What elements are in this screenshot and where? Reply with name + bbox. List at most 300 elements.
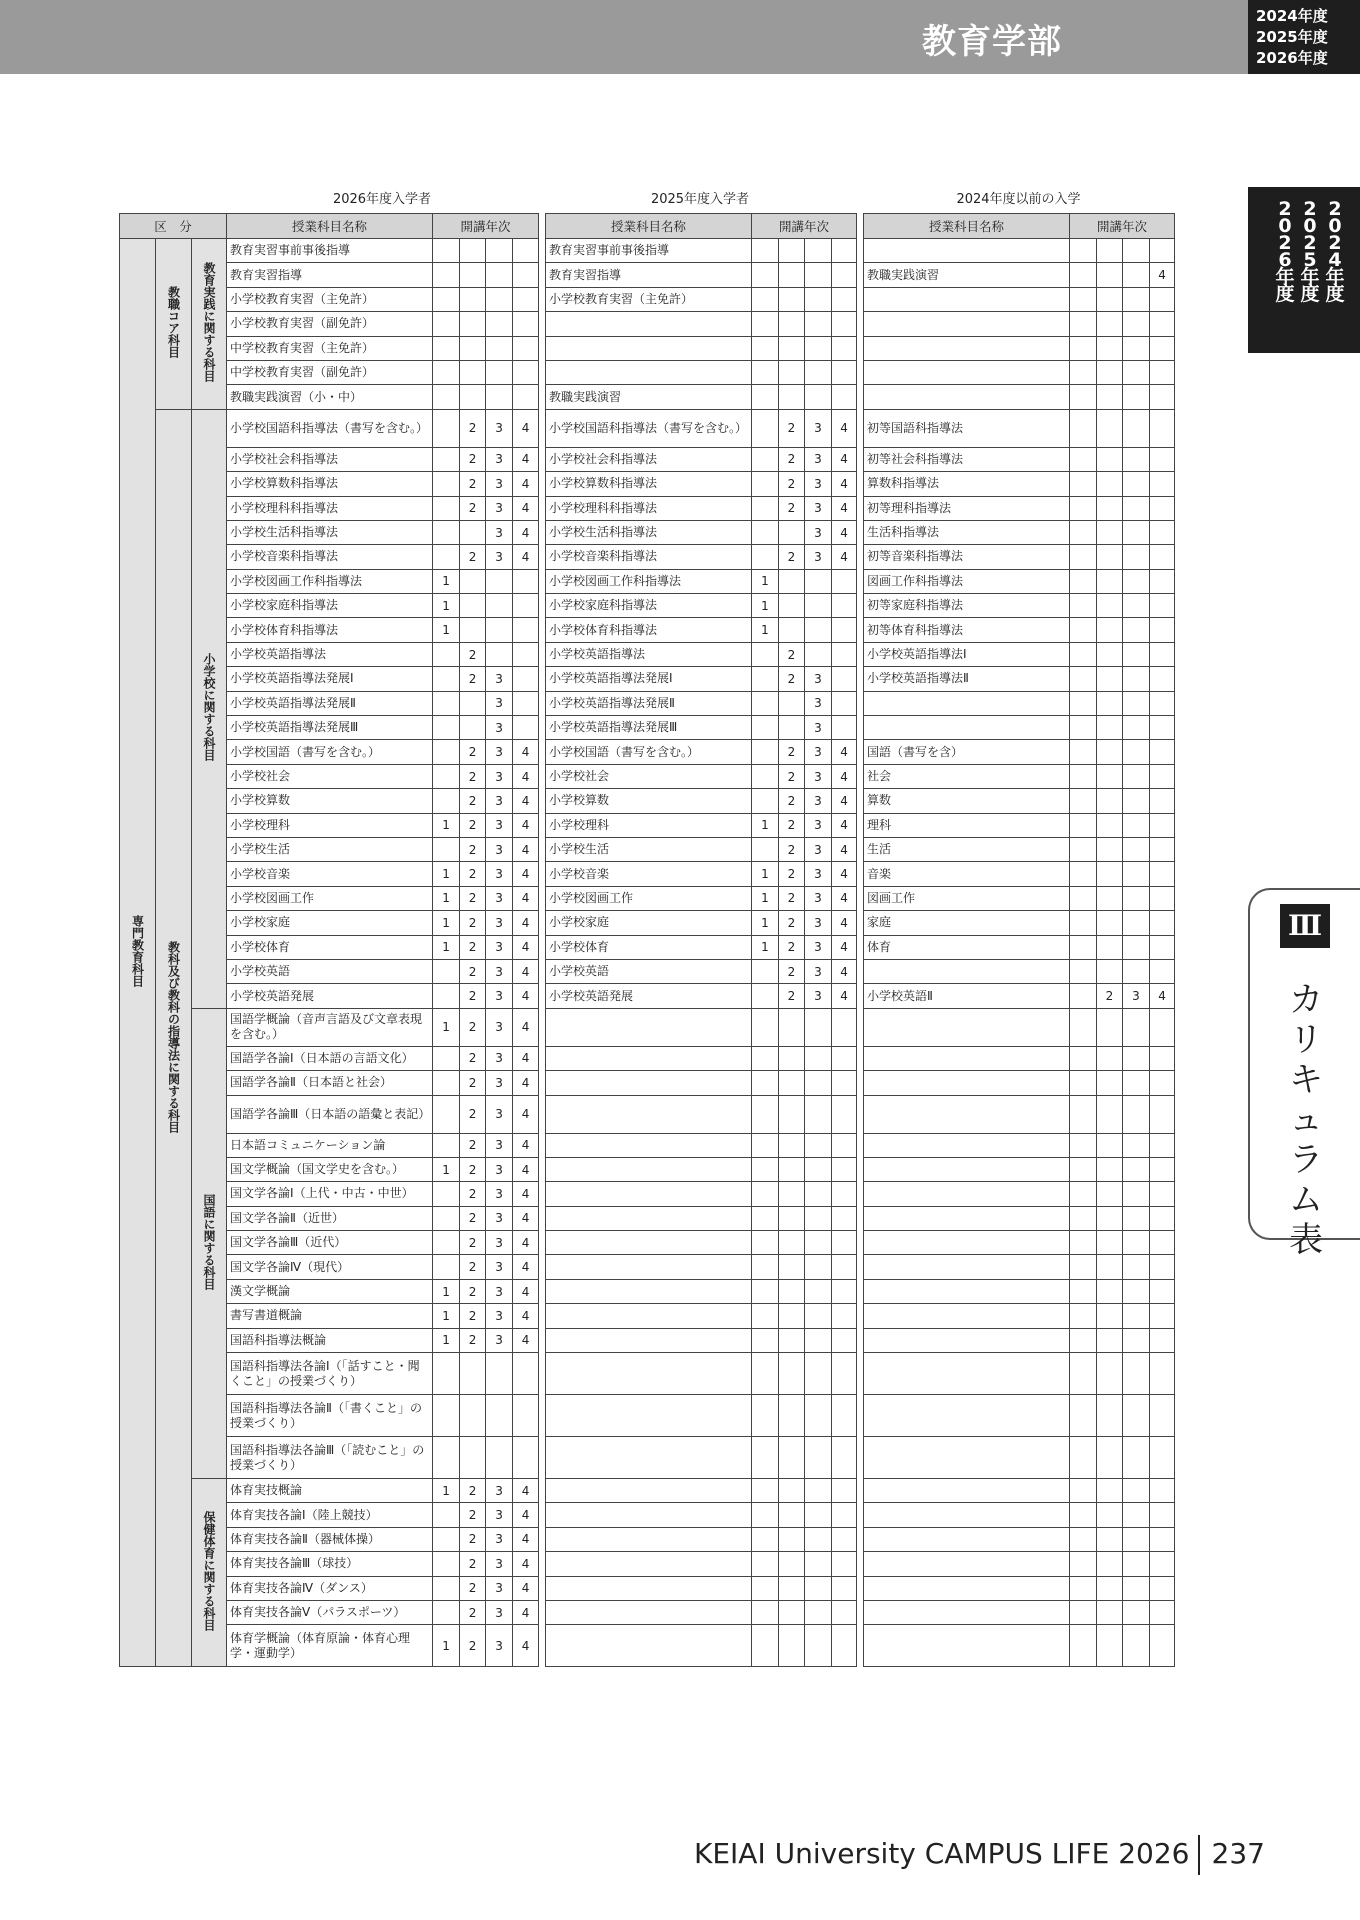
year-4: [513, 618, 539, 642]
course-name: 国文学各論Ⅰ（上代・中古・中世）: [227, 1182, 433, 1206]
table-row: [546, 1353, 857, 1395]
course-name: 初等理科指導法: [864, 496, 1070, 520]
course-name: 教育実習指導: [227, 263, 433, 287]
year-1: [1070, 1479, 1097, 1503]
year-2: 2: [460, 1625, 486, 1667]
course-name: 体育実技概論: [227, 1479, 433, 1503]
course-name: [546, 1279, 752, 1303]
year-1: 1: [433, 1157, 460, 1181]
year-4: [513, 1437, 539, 1479]
course-name: [546, 1625, 752, 1667]
course-name: [864, 336, 1070, 360]
course-name: 小学校英語発展: [546, 984, 752, 1008]
year-2: [779, 1206, 805, 1230]
year-4: 4: [832, 472, 857, 496]
year-label: 2025年度: [1256, 28, 1328, 46]
year-4: [1150, 239, 1175, 263]
table-row: [864, 1353, 1175, 1395]
year-2: [1097, 336, 1123, 360]
year-3: [805, 263, 832, 287]
group-kyoiku-jissen: [192, 239, 227, 410]
course-name: 小学校英語指導法発展Ⅲ: [546, 716, 752, 740]
year-3: [1123, 472, 1150, 496]
course-name: 小学校音楽: [546, 862, 752, 886]
course-name: [864, 1552, 1070, 1576]
year-3: [486, 239, 513, 263]
course-name: [546, 360, 752, 384]
year-2: 2: [460, 1576, 486, 1600]
year-2: 2: [460, 740, 486, 764]
year-4: 4: [513, 1095, 539, 1133]
course-name: [546, 1503, 752, 1527]
year-4: 4: [1150, 984, 1175, 1008]
course-name: [546, 312, 752, 336]
course-name: [864, 1206, 1070, 1230]
year-1: [433, 263, 460, 287]
year-1: 1: [752, 569, 779, 593]
year-4: [1150, 1328, 1175, 1352]
year-3: 3: [486, 886, 513, 910]
year-3: [805, 1071, 832, 1095]
course-name: [864, 312, 1070, 336]
year-4: 4: [513, 1552, 539, 1576]
year-4: 4: [513, 1479, 539, 1503]
table-row: [546, 520, 857, 544]
course-name: [864, 1071, 1070, 1095]
course-name: [546, 1133, 752, 1157]
table-row: [864, 1046, 1175, 1070]
year-3: [1123, 813, 1150, 837]
year-3: 3: [805, 764, 832, 788]
year-2: [1097, 1071, 1123, 1095]
table-row: [864, 1008, 1175, 1046]
year-1: 1: [433, 594, 460, 618]
year-3: 3: [486, 959, 513, 983]
year-4: [832, 1625, 857, 1667]
course-name: 国語科指導法概論: [227, 1328, 433, 1352]
year-2: [460, 1437, 486, 1479]
year-2: 2: [779, 886, 805, 910]
course-name: 小学校国語科指導法（書写を含む。）: [546, 409, 752, 447]
year-1: [433, 764, 460, 788]
course-name: 小学校教育実習（主免許）: [227, 287, 433, 311]
year-1: [1070, 886, 1097, 910]
year-1: [433, 287, 460, 311]
chapter-title: カ リ キ ュ ラ ム 表: [1289, 980, 1323, 1260]
year-2: [779, 1479, 805, 1503]
year-side-label: 2 0 2 6 年 度: [1275, 198, 1295, 305]
year-3: [1123, 447, 1150, 471]
year-4: [1150, 935, 1175, 959]
table-row: [864, 862, 1175, 886]
year-4: [1150, 1527, 1175, 1551]
course-name: [546, 336, 752, 360]
year-4: [513, 1353, 539, 1395]
year-1: [752, 360, 779, 384]
year-1: [433, 984, 460, 1008]
year-2: [1097, 1133, 1123, 1157]
year-2: 2: [460, 959, 486, 983]
year-3: [486, 287, 513, 311]
year-4: [832, 716, 857, 740]
course-name: 算数科指導法: [864, 472, 1070, 496]
course-name: 小学校国語（書写を含む。）: [546, 740, 752, 764]
table-row: [546, 1576, 857, 1600]
year-2: [779, 1600, 805, 1624]
year-4: [1150, 716, 1175, 740]
year-4: [513, 667, 539, 691]
year-2: [1097, 447, 1123, 471]
table-row: [864, 1133, 1175, 1157]
table-row: [546, 667, 857, 691]
table-row: [546, 1304, 857, 1328]
course-name-header: 授業科目名称: [864, 214, 1070, 239]
year-1: [1070, 496, 1097, 520]
year-2: [1097, 1182, 1123, 1206]
table-row: [864, 1503, 1175, 1527]
year-1: [1070, 1437, 1097, 1479]
course-name: 日本語コミュニケーション論: [227, 1133, 433, 1157]
year-2: [1097, 520, 1123, 544]
table-row: [546, 911, 857, 935]
year-3: [805, 1503, 832, 1527]
year-2: 2: [460, 1231, 486, 1255]
year-4: 4: [513, 837, 539, 861]
year-1: 1: [433, 1304, 460, 1328]
course-name: [864, 1437, 1070, 1479]
year-2: [460, 716, 486, 740]
year-4: [1150, 312, 1175, 336]
year-2: 2: [460, 1157, 486, 1181]
year-3: [1123, 1133, 1150, 1157]
year-1: [1070, 764, 1097, 788]
year-3: 3: [805, 886, 832, 910]
year-2: [460, 618, 486, 642]
course-name: [864, 1304, 1070, 1328]
year-3: 3: [486, 764, 513, 788]
year-1: [1070, 1008, 1097, 1046]
year-4: [832, 691, 857, 715]
year-3: 3: [486, 1503, 513, 1527]
year-3: [1123, 1395, 1150, 1437]
course-name: 国文学各論Ⅱ（近世）: [227, 1206, 433, 1230]
year-1: [752, 1600, 779, 1624]
course-name: 小学校社会科指導法: [227, 447, 433, 471]
course-name: 教職実践演習: [864, 263, 1070, 287]
year-1: [752, 1552, 779, 1576]
course-name: 小学校生活: [227, 837, 433, 861]
table-row: [864, 1552, 1175, 1576]
course-name: 小学校図画工作科指導法: [546, 569, 752, 593]
year-3: [486, 1353, 513, 1395]
year-1: [1070, 287, 1097, 311]
year-1: [1070, 740, 1097, 764]
year-4: 4: [1150, 263, 1175, 287]
year-1: [1070, 1304, 1097, 1328]
year-1: [1070, 862, 1097, 886]
year-2: [779, 1437, 805, 1479]
year-2: [1097, 1095, 1123, 1133]
year-2: 2: [1097, 984, 1123, 1008]
course-name: [546, 1206, 752, 1230]
year-3: [486, 263, 513, 287]
table-row: [546, 1479, 857, 1503]
course-name: 小学校英語指導法発展Ⅱ: [227, 691, 433, 715]
table-row: [864, 447, 1175, 471]
table-row: [546, 1157, 857, 1181]
year-3: [1123, 1279, 1150, 1303]
year-4: [832, 1133, 857, 1157]
year-1: [752, 447, 779, 471]
course-name: 小学校英語Ⅱ: [864, 984, 1070, 1008]
table-row: [864, 569, 1175, 593]
year-1: 1: [433, 1479, 460, 1503]
year-2: [1097, 886, 1123, 910]
table-row: [546, 472, 857, 496]
year-3: 3: [486, 1576, 513, 1600]
table-row: [546, 764, 857, 788]
table-row: [864, 813, 1175, 837]
course-name: [546, 1304, 752, 1328]
table-row: [864, 911, 1175, 935]
year-2: [1097, 691, 1123, 715]
year-3: [805, 1328, 832, 1352]
course-name: 書写書道概論: [227, 1304, 433, 1328]
year-3: 3: [805, 520, 832, 544]
year-4: [1150, 740, 1175, 764]
course-name: [864, 1527, 1070, 1551]
year-1: [1070, 691, 1097, 715]
year-4: 4: [513, 813, 539, 837]
year-side-tab: [1248, 187, 1360, 353]
course-name: [864, 1231, 1070, 1255]
year-4: [832, 1071, 857, 1095]
course-name: 小学校体育: [546, 935, 752, 959]
table-row: [546, 312, 857, 336]
year-1: [433, 1600, 460, 1624]
year-4: [1150, 409, 1175, 447]
year-1: [1070, 1395, 1097, 1437]
course-name: 小学校算数: [546, 789, 752, 813]
year-3: [805, 1206, 832, 1230]
table-row: [546, 1095, 857, 1133]
year-1: 1: [752, 594, 779, 618]
year-3: 3: [805, 837, 832, 861]
year-3: 3: [486, 520, 513, 544]
year-4: [832, 1503, 857, 1527]
year-3: [1123, 287, 1150, 311]
course-name: [546, 1046, 752, 1070]
course-name: [546, 1437, 752, 1479]
year-2: [460, 312, 486, 336]
year-3: 3: [805, 472, 832, 496]
year-1: [1070, 1133, 1097, 1157]
year-3: [486, 618, 513, 642]
year-4: 4: [513, 789, 539, 813]
year-2: 2: [779, 764, 805, 788]
year-3: [805, 1231, 832, 1255]
year-2: 2: [779, 837, 805, 861]
year-2: 2: [460, 667, 486, 691]
table-row: [864, 1527, 1175, 1551]
year-3: [486, 385, 513, 409]
year-1: [1070, 1328, 1097, 1352]
year-3: [1123, 740, 1150, 764]
course-name: [864, 1479, 1070, 1503]
year-1: [1070, 1071, 1097, 1095]
table-row: [546, 813, 857, 837]
course-name: 小学校理科: [546, 813, 752, 837]
year-3: [805, 1133, 832, 1157]
year-4: [1150, 1182, 1175, 1206]
table-row: [546, 594, 857, 618]
year-4: 4: [832, 764, 857, 788]
year-3: [1123, 1437, 1150, 1479]
curriculum-table-2025: [545, 213, 857, 1667]
footer: [694, 1835, 1265, 1875]
year-4: [1150, 447, 1175, 471]
year-3: [1123, 594, 1150, 618]
year-1: [1070, 1231, 1097, 1255]
year-3: 3: [486, 1071, 513, 1095]
year-3: [1123, 642, 1150, 666]
course-name: 小学校英語指導法発展Ⅰ: [227, 667, 433, 691]
year-3: [805, 1437, 832, 1479]
year-3: 3: [805, 935, 832, 959]
table-row: [546, 1133, 857, 1157]
year-4: 4: [832, 789, 857, 813]
course-name: [864, 1625, 1070, 1667]
year-2: [1097, 789, 1123, 813]
year-2: [1097, 1231, 1123, 1255]
year-4: 4: [513, 1255, 539, 1279]
curriculum-table-2026: [119, 213, 539, 1667]
year-1: [433, 496, 460, 520]
course-name: [864, 1503, 1070, 1527]
year-3: 3: [486, 911, 513, 935]
year-4: [1150, 1304, 1175, 1328]
course-name: [546, 1008, 752, 1046]
table-row: [546, 716, 857, 740]
year-3: [1123, 862, 1150, 886]
chapter-tab[interactable]: [1248, 888, 1360, 1260]
year-2: 2: [460, 1095, 486, 1133]
year-3: 3: [486, 1328, 513, 1352]
year-header: 開講年次: [1070, 214, 1175, 239]
year-2: [779, 1576, 805, 1600]
table-row: [546, 1255, 857, 1279]
year-3: 3: [805, 409, 832, 447]
course-name: 教職実践演習（小・中）: [227, 385, 433, 409]
year-2: 2: [460, 496, 486, 520]
year-4: [832, 1437, 857, 1479]
course-name: 社会: [864, 764, 1070, 788]
year-1: 1: [433, 813, 460, 837]
table-row: [546, 1279, 857, 1303]
year-3: 3: [486, 545, 513, 569]
year-1: [433, 1133, 460, 1157]
year-2: [460, 1353, 486, 1395]
year-4: 4: [513, 1503, 539, 1527]
year-4: [1150, 959, 1175, 983]
year-4: [832, 1395, 857, 1437]
year-2: 2: [460, 1206, 486, 1230]
year-2: [1097, 837, 1123, 861]
year-3: [1123, 764, 1150, 788]
year-1: [1070, 1503, 1097, 1527]
table-row: [864, 667, 1175, 691]
year-2: [779, 1625, 805, 1667]
header-bar: [0, 0, 1248, 74]
year-1: [1070, 1255, 1097, 1279]
year-4: [1150, 691, 1175, 715]
year-3: [805, 1304, 832, 1328]
year-2: [779, 1231, 805, 1255]
year-3: 3: [486, 667, 513, 691]
year-2: [1097, 287, 1123, 311]
year-3: 3: [486, 1008, 513, 1046]
year-1: 1: [433, 1279, 460, 1303]
year-2: [1097, 740, 1123, 764]
year-1: [1070, 312, 1097, 336]
table-row: [546, 1503, 857, 1527]
year-1: [433, 1095, 460, 1133]
group-senmon: [120, 239, 156, 1667]
course-name: [864, 1279, 1070, 1303]
year-2: 2: [779, 862, 805, 886]
table-row: [546, 263, 857, 287]
course-name: 小学校英語発展: [227, 984, 433, 1008]
year-label: 2024年度: [1256, 7, 1328, 25]
year-4: 4: [832, 886, 857, 910]
year-4: [1150, 472, 1175, 496]
year-2: [1097, 472, 1123, 496]
year-3: [805, 618, 832, 642]
course-name: 小学校英語: [546, 959, 752, 983]
year-2: 2: [779, 447, 805, 471]
year-2: 2: [779, 959, 805, 983]
course-name: 体育実技各論Ⅰ（陸上競技）: [227, 1503, 433, 1527]
year-4: [1150, 1206, 1175, 1230]
year-2: [1097, 239, 1123, 263]
year-3: 3: [486, 837, 513, 861]
year-3: [1123, 789, 1150, 813]
year-3: [805, 287, 832, 311]
year-2: [779, 691, 805, 715]
curriculum-table-2024: [863, 213, 1175, 1667]
course-name: 初等音楽科指導法: [864, 545, 1070, 569]
year-2: 2: [460, 1279, 486, 1303]
course-name: 国語科指導法各論Ⅰ（「話すこと・聞くこと」の授業づくり）: [227, 1353, 433, 1395]
year-2: 2: [460, 1008, 486, 1046]
year-3: [1123, 1231, 1150, 1255]
year-4: [832, 569, 857, 593]
year-2: [779, 360, 805, 384]
year-3: 3: [486, 1625, 513, 1667]
year-3: [805, 1527, 832, 1551]
year-3: [1123, 911, 1150, 935]
course-name: 小学校社会科指導法: [546, 447, 752, 471]
course-name: 生活科指導法: [864, 520, 1070, 544]
year-side-label: 2 0 2 4 年 度: [1325, 198, 1345, 305]
year-2: [1097, 1328, 1123, 1352]
course-name: 小学校理科科指導法: [227, 496, 433, 520]
year-2: [460, 569, 486, 593]
year-4: [832, 1304, 857, 1328]
table-row: [864, 409, 1175, 447]
course-name: 国語（書写を含）: [864, 740, 1070, 764]
year-2: [1097, 1479, 1123, 1503]
